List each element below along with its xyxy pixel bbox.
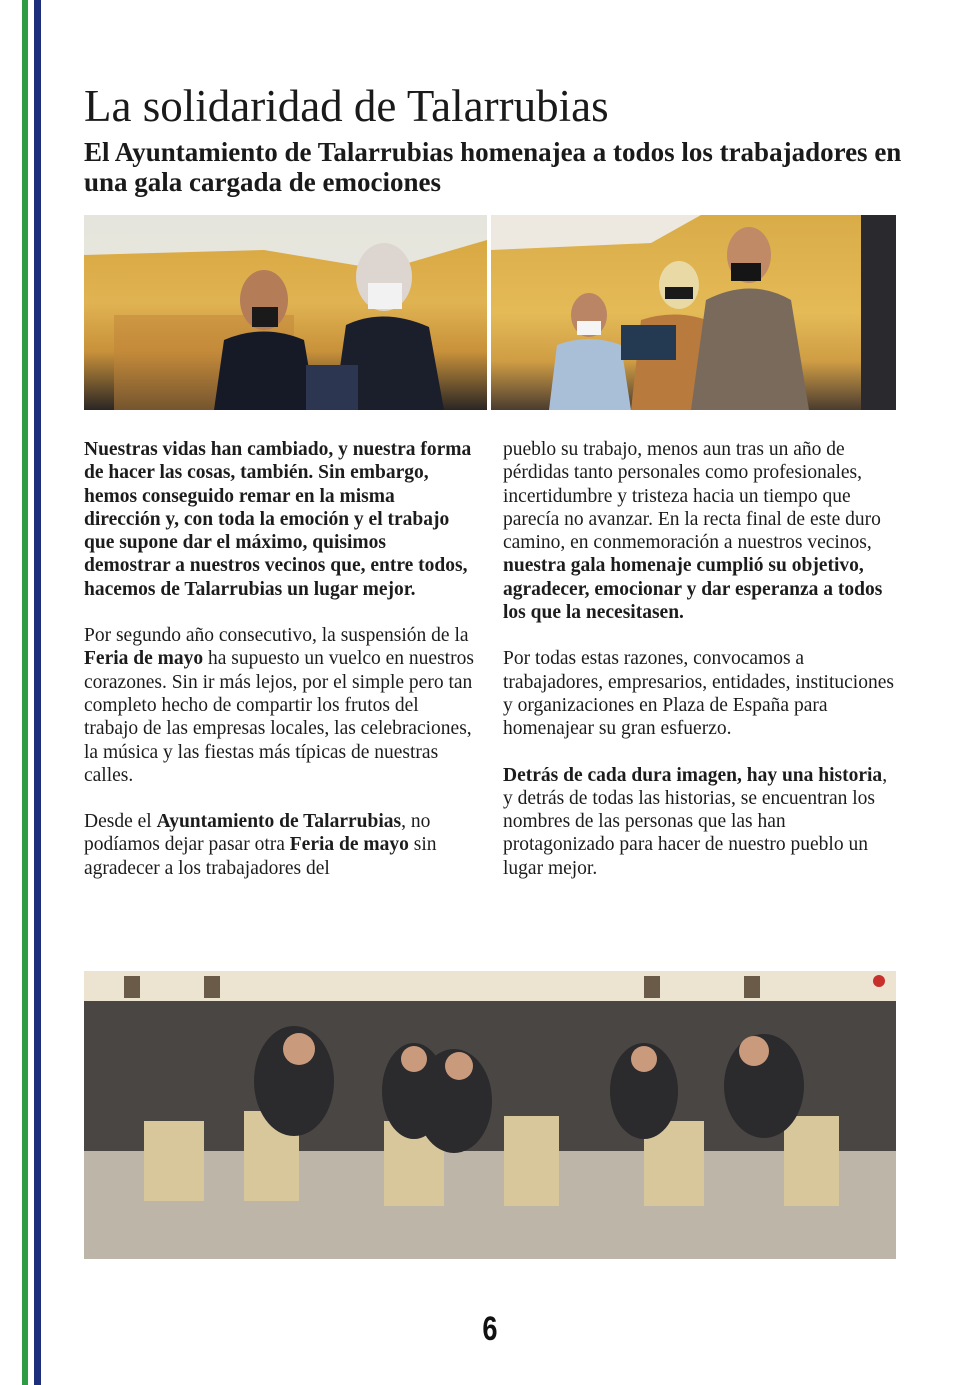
ayuntamiento-paragraph: [84, 810, 476, 880]
intro-paragraph: [84, 438, 476, 601]
left-text-column: [84, 438, 476, 903]
gala-bold: nuestra gala homenaje cumplió su objetivo, agradecer, emocionar y dar esperanza a todos los que la necesitasen.: [503, 555, 883, 624]
convocation-paragraph: Por todas estas razones, convocamos a trabajadores, empresarios, entidades, instituciones y organizaciones en Plaza de España para homenajear su gran esfuerzo.: [503, 648, 894, 740]
page-number: 6: [482, 1310, 498, 1348]
photo-audience-plaza: [84, 971, 896, 1259]
green-border-stripe: [22, 0, 28, 1385]
feria-de-mayo-bold: Feria de mayo: [289, 834, 409, 856]
text-span: , y detrás de todas las historias, se encuentran los nombres de las personas que las han protagonizado para hacer de nuestro pueblo un lugar mejor.: [503, 764, 888, 879]
intro-bold-text: Nuestras vidas han cambiado, y nuestra forma de hacer las cosas, también. Sin embargo, hemos conseguido remar en la misma dirección y, con toda la emoción y el trabajo que supone dar el máximo, quisimos demostrar a nuestros vecinos que, entre todos, hacemos de Talarrubias un lugar mejor.: [84, 439, 472, 600]
ayuntamiento-bold: Ayuntamiento de Talarrubias: [156, 811, 402, 833]
photo-award-handover: [491, 215, 896, 410]
right-text-column: [503, 438, 895, 903]
text-span: , no podíamos dejar pasar otra: [84, 811, 431, 856]
page-subtitle: El Ayuntamiento de Talarrubias homenajea a todos los trabajadores en una gala cargada de emociones: [84, 137, 902, 197]
text-span: Por segundo año consecutivo, la suspensión de la: [84, 625, 469, 647]
feria-paragraph: [84, 624, 476, 787]
photo-police-ceremony: [84, 215, 487, 410]
feria-de-mayo-bold: Feria de mayo: [84, 648, 204, 670]
text-span: Desde el: [84, 811, 157, 833]
page-title: La solidaridad de Talarrubias: [84, 81, 609, 131]
text-span: pueblo su trabajo, menos aun tras un año de pérdidas tanto personales como profesionales, incertidumbre y tristeza hacia un tiempo que parecía no avanzar. En la recta final de este duro camino, en conmemoración a nuestros vecinos,: [503, 439, 881, 554]
continuation-paragraph: [503, 438, 895, 624]
text-span: ha supuesto un vuelco en nuestros corazones. Sin ir más lejos, por el simple pero tan completo hecho de compartir los frutos del trabajo de las empresas locales, las celebraciones, la música y las fiestas más típicas de nuestras calles.: [84, 648, 474, 786]
closing-paragraph: [503, 764, 895, 880]
text-span: sin agradecer a los trabajadores del: [84, 834, 437, 879]
navy-border-stripe: [34, 0, 41, 1385]
historia-bold: Detrás de cada dura imagen, hay una historia: [503, 764, 883, 786]
